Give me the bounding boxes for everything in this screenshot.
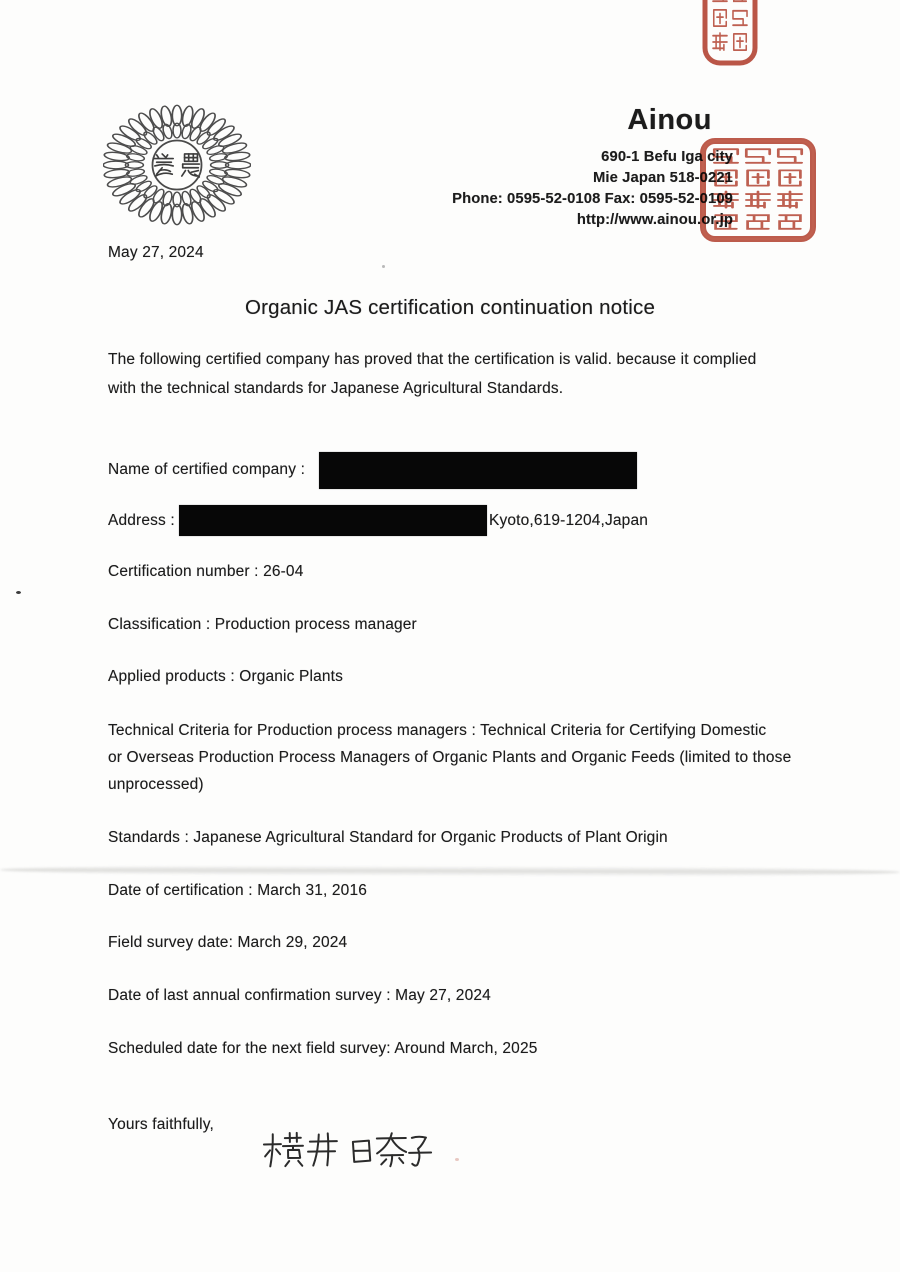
field-survey-date: Field survey date: March 29, 2024 <box>108 934 348 951</box>
scan-artifact-band <box>0 865 900 877</box>
redacted-company-name <box>319 452 637 489</box>
ainou-flower-emblem-icon <box>103 104 251 226</box>
technical-criteria-line-1: Technical Criteria for Production process managers : Technical Criteria for Certifying Domestic <box>108 722 767 739</box>
org-website: http://www.ainou.or.jp <box>576 212 733 228</box>
scan-speck <box>455 1158 459 1161</box>
date-of-certification: Date of certification : March 31, 2016 <box>108 882 367 899</box>
last-annual-confirmation-survey: Date of last annual confirmation survey : May 27, 2024 <box>108 987 491 1004</box>
org-address-line2: Mie Japan 518-0221 <box>593 170 733 186</box>
letter-date: May 27, 2024 <box>108 244 204 261</box>
company-name-label: Name of certified company : <box>108 461 306 478</box>
intro-line-2: with the technical standards for Japanese Agricultural Standards. <box>108 380 564 397</box>
intro-line-1: The following certified company has proved that the certification is valid. because it complied <box>108 351 757 368</box>
org-name: Ainou <box>627 104 712 136</box>
red-oval-stamp-top-icon <box>702 0 758 66</box>
applied-products: Applied products : Organic Plants <box>108 668 343 685</box>
org-phone-fax: Phone: 0595-52-0108 Fax: 0595-52-0109 <box>452 191 733 207</box>
address-label: Address : <box>108 512 175 529</box>
address-visible-value: Kyoto,619-1204,Japan <box>489 512 648 529</box>
handwritten-signature <box>260 1124 435 1172</box>
red-square-stamp-icon <box>699 137 817 243</box>
technical-criteria-line-2: or Overseas Production Process Managers of Organic Plants and Organic Feeds (limited to those <box>108 749 792 766</box>
next-field-survey: Scheduled date for the next field survey: Around March, 2025 <box>108 1040 538 1057</box>
classification: Classification : Production process manager <box>108 616 417 633</box>
closing-salutation: Yours faithfully, <box>108 1116 214 1133</box>
technical-criteria-line-3: unprocessed) <box>108 776 204 793</box>
standards: Standards : Japanese Agricultural Standard for Organic Products of Plant Origin <box>108 829 668 846</box>
logo-kanji-ainou <box>154 154 199 177</box>
scan-speck <box>16 591 21 594</box>
scan-speck <box>382 265 385 268</box>
certification-number: Certification number : 26-04 <box>108 563 304 580</box>
org-address-line1: 690-1 Befu Iga city <box>601 149 733 165</box>
redacted-address <box>179 505 487 536</box>
document-title: Organic JAS certification continuation notice <box>244 296 656 319</box>
letterhead <box>452 104 733 231</box>
